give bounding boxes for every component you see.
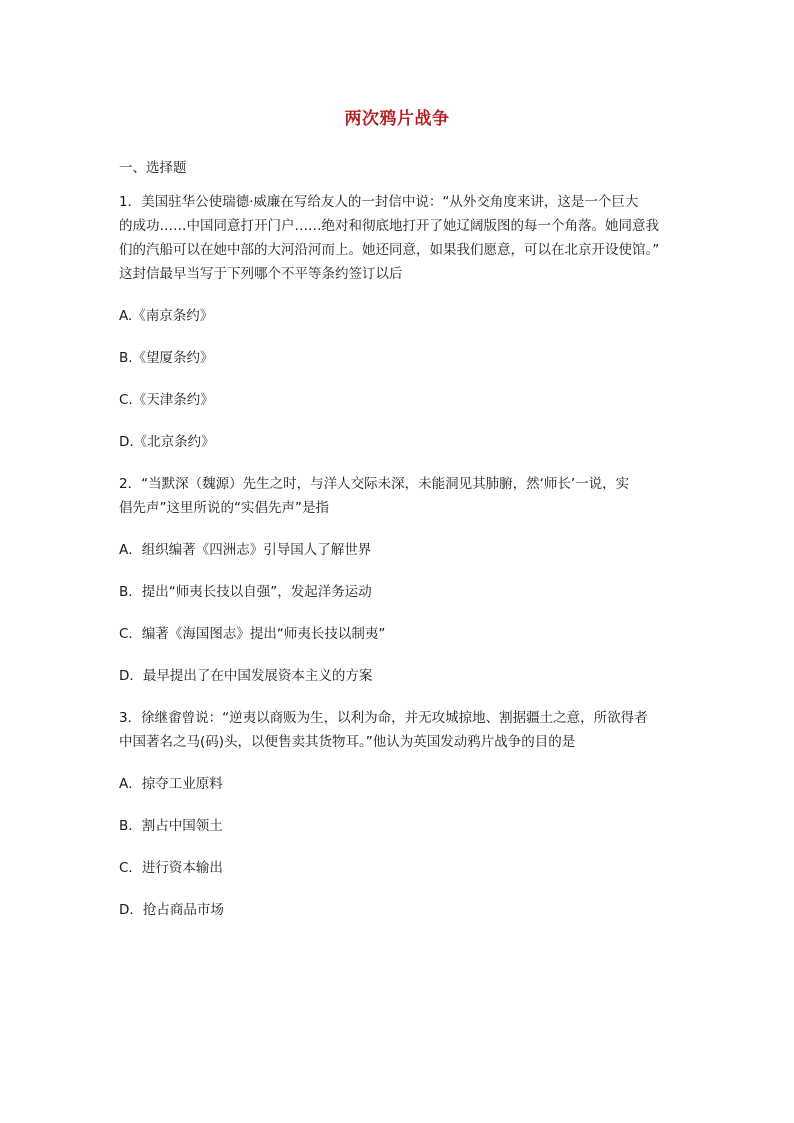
- question-3-option-b: B．割占中国领土: [119, 818, 223, 834]
- question-1-line-3: 们的汽船可以在她中部的大河沿河而上。她还同意，如果我们愿意，可以在北京开设使馆。”: [119, 242, 660, 258]
- document-body: [119, 156, 679, 922]
- question-1-option-a: A.《南京条约》: [119, 308, 214, 324]
- question-2-option-b: B．提出“师夷长技以自强”，发起洋务运动: [119, 584, 372, 600]
- question-2-option-d: D．最早提出了在中国发展资本主义的方案: [119, 668, 373, 684]
- question-3: [119, 706, 679, 754]
- question-2-line-1: 2．“当默深（魏源）先生之时，与洋人交际未深，未能洞见其肺腑，然‘师长’一说，实: [119, 476, 630, 492]
- question-1-option-b: B.《望厦条约》: [119, 350, 214, 366]
- question-2: [119, 472, 679, 520]
- question-3-line-1: 3．徐继畬曾说：“逆夷以商贩为生，以利为命，并无攻城掠地、割据疆土之意，所欲得者: [119, 710, 648, 726]
- question-2-option-a: A．组织编著《四洲志》引导国人了解世界: [119, 542, 372, 558]
- question-3-option-d: D．抢占商品市场: [119, 902, 224, 918]
- document-title: 两次鸦片战争: [344, 109, 450, 129]
- question-3-option-a: A．掠夺工业原料: [119, 776, 223, 792]
- question-1-line-4: 这封信最早当写于下列哪个不平等条约签订以后: [119, 266, 403, 282]
- section-heading: 一、选择题: [119, 160, 187, 176]
- question-2-line-2: 倡先声”这里所说的“实倡先声”是指: [119, 500, 329, 516]
- question-1: [119, 190, 679, 286]
- question-1-line-2: 的成功……中国同意打开门户……绝对和彻底地打开了她辽阔版图的每一个角落。她同意我: [119, 218, 659, 234]
- question-3-option-c: C．进行资本输出: [119, 860, 223, 876]
- question-3-line-2: 中国著名之马(码)头，以便售卖其货物耳。”他认为英国发动鸦片战争的目的是: [119, 734, 576, 750]
- question-1-line-1: 1．美国驻华公使瑞德·威廉在写给友人的一封信中说：“从外交角度来讲，这是一个巨大: [119, 194, 639, 210]
- question-2-option-c: C．编著《海国图志》提出“师夷长技以制夷”: [119, 626, 386, 642]
- question-1-option-c: C.《天津条约》: [119, 392, 214, 408]
- question-1-option-d: D.《北京条约》: [119, 434, 215, 450]
